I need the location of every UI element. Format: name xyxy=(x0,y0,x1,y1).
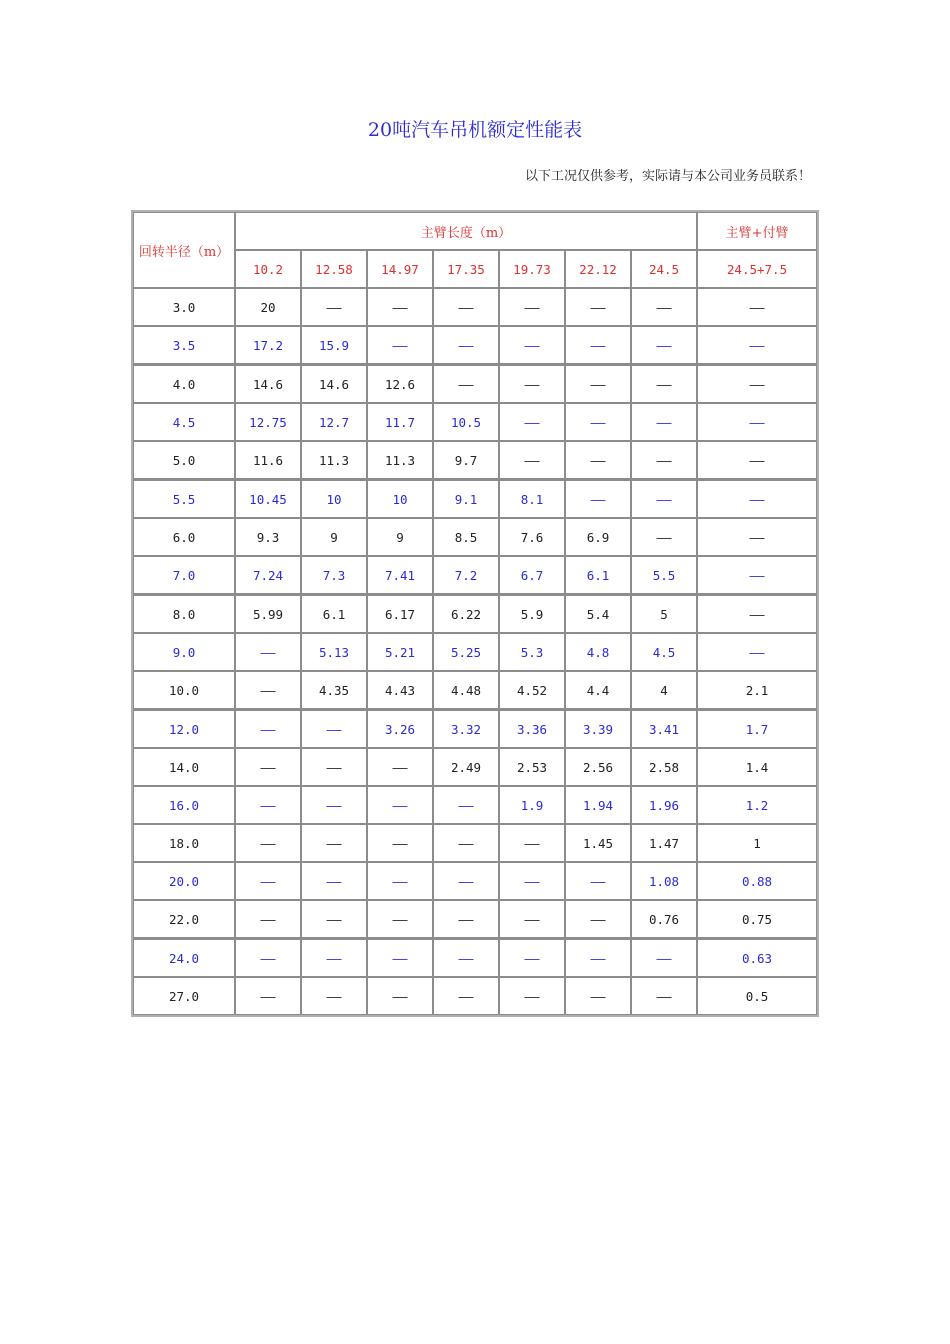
capacity-cell: 4.43 xyxy=(367,671,433,709)
capacity-cell: 10.45 xyxy=(235,479,301,518)
capacity-cell: —— xyxy=(499,862,565,900)
capacity-cell: —— xyxy=(235,977,301,1015)
radius-cell: 12.0 xyxy=(133,709,235,748)
capacity-cell: —— xyxy=(631,288,697,326)
main-boom-header: 主臂长度（m） xyxy=(235,212,697,250)
capacity-cell: 2.58 xyxy=(631,748,697,786)
capacity-cell: —— xyxy=(367,900,433,938)
capacity-cell: 4.5 xyxy=(631,633,697,671)
capacity-cell: —— xyxy=(631,938,697,977)
capacity-cell: —— xyxy=(235,748,301,786)
capacity-cell: 4 xyxy=(631,671,697,709)
capacity-cell: —— xyxy=(565,441,631,479)
capacity-cell: 7.2 xyxy=(433,556,499,594)
radius-cell: 8.0 xyxy=(133,594,235,633)
table-row xyxy=(133,977,817,1015)
boom-length-cell: 22.12 xyxy=(565,250,631,288)
capacity-cell: 10.5 xyxy=(433,403,499,441)
jib-capacity-cell: —— xyxy=(697,518,817,556)
capacity-cell: 11.6 xyxy=(235,441,301,479)
capacity-cell: —— xyxy=(235,671,301,709)
capacity-cell: —— xyxy=(301,786,367,824)
table-row xyxy=(133,786,817,824)
capacity-cell: 2.53 xyxy=(499,748,565,786)
jib-capacity-cell: —— xyxy=(697,633,817,671)
capacity-cell: 12.6 xyxy=(367,364,433,403)
jib-capacity-cell: 0.5 xyxy=(697,977,817,1015)
capacity-cell: 5.99 xyxy=(235,594,301,633)
table-row xyxy=(133,479,817,518)
capacity-cell: —— xyxy=(367,748,433,786)
capacity-cell: 1.9 xyxy=(499,786,565,824)
capacity-cell: —— xyxy=(367,977,433,1015)
capacity-cell: —— xyxy=(433,977,499,1015)
capacity-cell: 3.26 xyxy=(367,709,433,748)
jib-capacity-cell: 0.63 xyxy=(697,938,817,977)
radius-cell: 4.0 xyxy=(133,364,235,403)
capacity-cell: 3.36 xyxy=(499,709,565,748)
capacity-cell: —— xyxy=(301,288,367,326)
capacity-cell: 4.52 xyxy=(499,671,565,709)
capacity-cell: 6.22 xyxy=(433,594,499,633)
capacity-cell: —— xyxy=(499,288,565,326)
capacity-cell: 5.9 xyxy=(499,594,565,633)
radius-cell: 27.0 xyxy=(133,977,235,1015)
capacity-cell: 5.21 xyxy=(367,633,433,671)
radius-cell: 14.0 xyxy=(133,748,235,786)
jib-header: 主臂+付臂 xyxy=(697,212,817,250)
capacity-cell: —— xyxy=(499,900,565,938)
capacity-cell: 11.3 xyxy=(367,441,433,479)
capacity-cell: 5.13 xyxy=(301,633,367,671)
radius-cell: 5.5 xyxy=(133,479,235,518)
capacity-cell: —— xyxy=(631,441,697,479)
table-row xyxy=(133,900,817,938)
capacity-cell: —— xyxy=(631,364,697,403)
capacity-cell: 9.3 xyxy=(235,518,301,556)
boom-length-cell: 17.35 xyxy=(433,250,499,288)
capacity-cell: —— xyxy=(235,862,301,900)
capacity-cell: 1.45 xyxy=(565,824,631,862)
radius-cell: 7.0 xyxy=(133,556,235,594)
capacity-cell: 14.6 xyxy=(301,364,367,403)
capacity-cell: —— xyxy=(367,824,433,862)
capacity-cell: —— xyxy=(631,479,697,518)
radius-header: 回转半径（m） xyxy=(133,212,235,288)
capacity-cell: —— xyxy=(565,403,631,441)
capacity-cell: —— xyxy=(367,786,433,824)
capacity-cell: —— xyxy=(367,862,433,900)
capacity-cell: —— xyxy=(631,518,697,556)
jib-length-cell: 24.5+7.5 xyxy=(697,250,817,288)
capacity-cell: 1.96 xyxy=(631,786,697,824)
radius-cell: 6.0 xyxy=(133,518,235,556)
table-row xyxy=(133,288,817,326)
capacity-cell: 17.2 xyxy=(235,326,301,364)
boom-length-cell: 10.2 xyxy=(235,250,301,288)
boom-length-cell: 14.97 xyxy=(367,250,433,288)
disclaimer-note: 以下工况仅供参考，实际请与本公司业务员联系！ xyxy=(524,169,811,184)
capacity-cell: —— xyxy=(499,977,565,1015)
jib-capacity-cell: —— xyxy=(697,441,817,479)
capacity-cell: —— xyxy=(301,709,367,748)
capacity-cell: —— xyxy=(565,364,631,403)
capacity-cell: —— xyxy=(565,326,631,364)
capacity-cell: 20 xyxy=(235,288,301,326)
radius-cell: 22.0 xyxy=(133,900,235,938)
capacity-cell: 11.7 xyxy=(367,403,433,441)
capacity-cell: 2.49 xyxy=(433,748,499,786)
jib-capacity-cell: 1.4 xyxy=(697,748,817,786)
table-row xyxy=(133,709,817,748)
capacity-cell: —— xyxy=(433,900,499,938)
capacity-cell: 11.3 xyxy=(301,441,367,479)
radius-cell: 5.0 xyxy=(133,441,235,479)
capacity-cell: —— xyxy=(631,977,697,1015)
capacity-cell: 1.47 xyxy=(631,824,697,862)
capacity-cell: —— xyxy=(235,633,301,671)
capacity-cell: —— xyxy=(499,403,565,441)
capacity-cell: 8.5 xyxy=(433,518,499,556)
table-row xyxy=(133,403,817,441)
capacity-cell: 12.7 xyxy=(301,403,367,441)
capacity-cell: 5.25 xyxy=(433,633,499,671)
radius-cell: 4.5 xyxy=(133,403,235,441)
radius-cell: 3.0 xyxy=(133,288,235,326)
capacity-cell: 0.76 xyxy=(631,900,697,938)
jib-capacity-cell: 0.75 xyxy=(697,900,817,938)
table-row xyxy=(133,364,817,403)
capacity-cell: —— xyxy=(565,900,631,938)
capacity-cell: —— xyxy=(235,824,301,862)
jib-capacity-cell: 2.1 xyxy=(697,671,817,709)
radius-cell: 24.0 xyxy=(133,938,235,977)
capacity-cell: 4.35 xyxy=(301,671,367,709)
capacity-cell: 5.4 xyxy=(565,594,631,633)
capacity-cell: —— xyxy=(433,824,499,862)
jib-capacity-cell: —— xyxy=(697,326,817,364)
jib-capacity-cell: 1.2 xyxy=(697,786,817,824)
capacity-cell: 3.32 xyxy=(433,709,499,748)
capacity-cell: 9 xyxy=(301,518,367,556)
capacity-cell: —— xyxy=(301,748,367,786)
capacity-cell: 4.8 xyxy=(565,633,631,671)
capacity-cell: —— xyxy=(565,479,631,518)
table-row xyxy=(133,748,817,786)
capacity-cell: 3.39 xyxy=(565,709,631,748)
table-row xyxy=(133,862,817,900)
jib-capacity-cell: 1 xyxy=(697,824,817,862)
capacity-cell: 6.17 xyxy=(367,594,433,633)
capacity-cell: —— xyxy=(433,786,499,824)
capacity-cell: —— xyxy=(631,403,697,441)
jib-capacity-cell: 0.88 xyxy=(697,862,817,900)
capacity-cell: 10 xyxy=(367,479,433,518)
capacity-cell: 7.3 xyxy=(301,556,367,594)
table-row xyxy=(133,671,817,709)
capacity-cell: —— xyxy=(499,364,565,403)
boom-length-row xyxy=(133,250,817,288)
capacity-cell: —— xyxy=(499,441,565,479)
capacity-cell: —— xyxy=(565,938,631,977)
capacity-cell: 14.6 xyxy=(235,364,301,403)
radius-cell: 10.0 xyxy=(133,671,235,709)
capacity-cell: 7.41 xyxy=(367,556,433,594)
page-title: 20吨汽车吊机额定性能表 xyxy=(367,119,583,141)
jib-capacity-cell: —— xyxy=(697,594,817,633)
capacity-cell: —— xyxy=(499,824,565,862)
capacity-cell: —— xyxy=(433,364,499,403)
radius-cell: 9.0 xyxy=(133,633,235,671)
capacity-cell: —— xyxy=(565,977,631,1015)
capacity-cell: —— xyxy=(367,938,433,977)
capacity-cell: —— xyxy=(499,938,565,977)
boom-length-cell: 24.5 xyxy=(631,250,697,288)
capacity-cell: 7.24 xyxy=(235,556,301,594)
table-row xyxy=(133,556,817,594)
capacity-cell: 4.48 xyxy=(433,671,499,709)
capacity-cell: 5.5 xyxy=(631,556,697,594)
capacity-cell: —— xyxy=(433,862,499,900)
table-row xyxy=(133,824,817,862)
table-row xyxy=(133,938,817,977)
jib-capacity-cell: 1.7 xyxy=(697,709,817,748)
radius-cell: 18.0 xyxy=(133,824,235,862)
capacity-cell: —— xyxy=(367,326,433,364)
jib-capacity-cell: —— xyxy=(697,288,817,326)
capacity-cell: 6.9 xyxy=(565,518,631,556)
capacity-cell: 6.1 xyxy=(301,594,367,633)
capacity-cell: —— xyxy=(367,288,433,326)
capacity-cell: —— xyxy=(235,938,301,977)
capacity-cell: —— xyxy=(433,288,499,326)
capacity-cell: —— xyxy=(433,938,499,977)
capacity-cell: —— xyxy=(565,862,631,900)
capacity-cell: —— xyxy=(499,326,565,364)
capacity-cell: —— xyxy=(235,786,301,824)
radius-cell: 16.0 xyxy=(133,786,235,824)
capacity-cell: 1.94 xyxy=(565,786,631,824)
table-row xyxy=(133,326,817,364)
boom-length-cell: 12.58 xyxy=(301,250,367,288)
table-row xyxy=(133,633,817,671)
capacity-cell: —— xyxy=(301,977,367,1015)
capacity-cell: 15.9 xyxy=(301,326,367,364)
capacity-cell: 9 xyxy=(367,518,433,556)
capacity-cell: —— xyxy=(565,288,631,326)
capacity-cell: 1.08 xyxy=(631,862,697,900)
table-row xyxy=(133,441,817,479)
capacity-cell: 5.3 xyxy=(499,633,565,671)
boom-length-cell: 19.73 xyxy=(499,250,565,288)
capacity-cell: 10 xyxy=(301,479,367,518)
capacity-cell: —— xyxy=(631,326,697,364)
table-row xyxy=(133,518,817,556)
capacity-cell: —— xyxy=(301,862,367,900)
capacity-cell: 12.75 xyxy=(235,403,301,441)
header-row xyxy=(133,212,817,250)
capacity-cell: 6.1 xyxy=(565,556,631,594)
capacity-cell: 4.4 xyxy=(565,671,631,709)
jib-capacity-cell: —— xyxy=(697,403,817,441)
table-body xyxy=(133,288,817,1015)
capacity-cell: 2.56 xyxy=(565,748,631,786)
jib-capacity-cell: —— xyxy=(697,479,817,518)
jib-capacity-cell: —— xyxy=(697,556,817,594)
performance-table xyxy=(131,210,819,1017)
capacity-cell: —— xyxy=(301,900,367,938)
capacity-cell: 9.7 xyxy=(433,441,499,479)
capacity-cell: 5 xyxy=(631,594,697,633)
capacity-cell: —— xyxy=(301,824,367,862)
capacity-cell: 3.41 xyxy=(631,709,697,748)
capacity-cell: —— xyxy=(433,326,499,364)
radius-cell: 20.0 xyxy=(133,862,235,900)
jib-capacity-cell: —— xyxy=(697,364,817,403)
table-row xyxy=(133,594,817,633)
capacity-cell: 6.7 xyxy=(499,556,565,594)
capacity-cell: —— xyxy=(235,709,301,748)
capacity-cell: 8.1 xyxy=(499,479,565,518)
radius-cell: 3.5 xyxy=(133,326,235,364)
capacity-cell: —— xyxy=(301,938,367,977)
capacity-cell: 9.1 xyxy=(433,479,499,518)
capacity-cell: —— xyxy=(235,900,301,938)
capacity-cell: 7.6 xyxy=(499,518,565,556)
